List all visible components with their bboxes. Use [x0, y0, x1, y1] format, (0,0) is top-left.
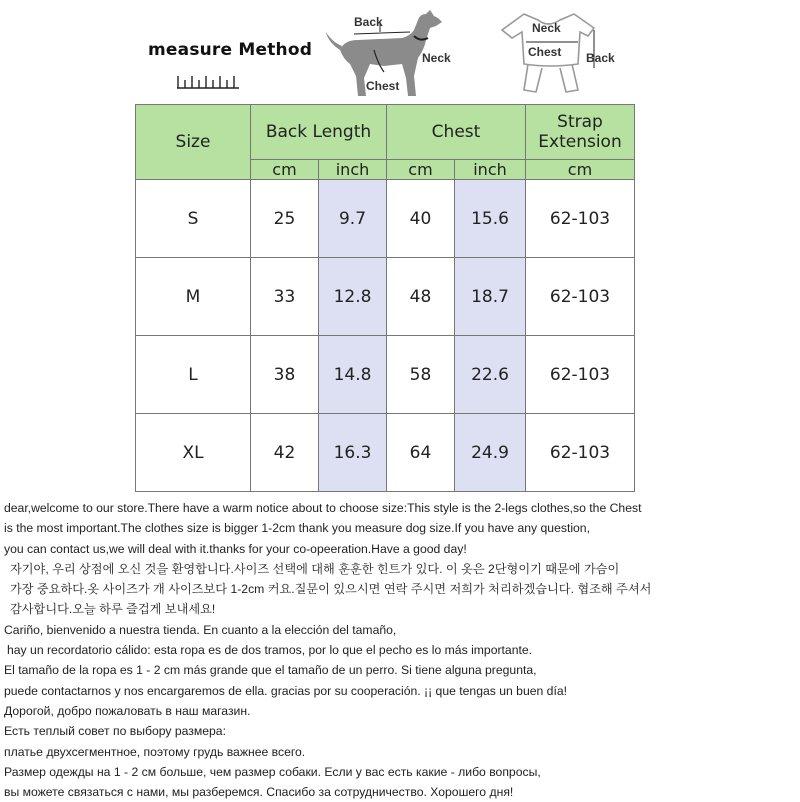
dog-back-label: Back	[354, 15, 383, 29]
chest-cm-unit: cm	[387, 160, 455, 180]
notice-line-es-1: Cariño, bienvenido a nuestra tienda. En cuanto a la elección del tamaño,	[4, 622, 397, 637]
chest-inch-cell: 22.6	[455, 336, 526, 414]
dog-silhouette-icon	[318, 6, 478, 102]
back-cm-cell: 33	[251, 258, 319, 336]
notice-line-ru-4: Размер одежды на 1 - 2 см больше, чем размер собаки. Если у вас есть какие - либо вопросы,	[4, 764, 541, 779]
size-header: Size	[136, 105, 251, 180]
strap-cell: 62-103	[526, 180, 635, 258]
shirt-neck-label: Neck	[532, 21, 561, 35]
back-cm-cell: 42	[251, 414, 319, 492]
chest-inch-cell: 18.7	[455, 258, 526, 336]
back-inch-cell: 9.7	[319, 180, 387, 258]
notice-line-en-2: is the most important.The clothes size is bigger 1-2cm thank you measure dog size.If you have any question,	[4, 521, 590, 536]
size-cell: S	[136, 180, 251, 258]
notice-line-es-4: puede contactarnos y nos encargaremos de ella. gracias por su cooperación. ¡¡ que tengas un buen día!	[4, 683, 568, 698]
strap-cell: 62-103	[526, 258, 635, 336]
table-header-row	[136, 105, 635, 160]
strap-extension-header: Strap Extension	[526, 105, 635, 160]
size-cell: L	[136, 336, 251, 414]
size-cell: XL	[136, 414, 251, 492]
strap-cm-unit: cm	[526, 160, 635, 180]
notice-line-es-2: hay un recordatorio cálido: esta ropa es de dos tramos, por lo que el pecho es lo más importante.	[7, 643, 533, 658]
table-row	[136, 180, 635, 258]
notice-line-ru-3: платье двухсегментное, поэтому грудь важнее всего.	[4, 744, 306, 759]
chest-inch-unit: inch	[455, 160, 526, 180]
back-cm-cell: 25	[251, 180, 319, 258]
table-row	[136, 336, 635, 414]
notice-line-en-3: you can contact us,we will deal with it.thanks for your co-opeeration.Have a good day!	[4, 541, 467, 556]
size-chart-table	[135, 104, 635, 492]
chest-header: Chest	[387, 105, 526, 160]
size-cell: M	[136, 258, 251, 336]
notice-line-es-3: El tamaño de la ropa es 1 - 2 cm más grande que el tamaño de un perro. Si tiene alguna pregunta,	[4, 663, 537, 678]
shirt-back-label: Back	[586, 51, 615, 65]
back-cm-cell: 38	[251, 336, 319, 414]
notice-line-ko-1: 자기야, 우리 상점에 오신 것을 환영합니다.사이즈 선택에 대해 훈훈한 힌트가 있다. 이 옷은 2단형이기 때문에 가슴이	[10, 561, 620, 576]
notice-line-en-1: dear,welcome to our store.There have a warm notice about to choose size:This style is the 2-legs clothes,so the Chest	[4, 501, 642, 515]
dog-shirt-outline-icon	[490, 6, 620, 102]
chest-cm-cell: 40	[387, 180, 455, 258]
shirt-chest-label: Chest	[528, 45, 562, 59]
chest-cm-cell: 58	[387, 336, 455, 414]
chest-cm-cell: 64	[387, 414, 455, 492]
back-inch-unit: inch	[319, 160, 387, 180]
table-row	[136, 414, 635, 492]
chest-cm-cell: 48	[387, 258, 455, 336]
notice-line-ko-2: 가장 중요하다.옷 사이즈가 개 사이즈보다 1-2cm 커요.질문이 있으시면 연락 주시면 저희가 처리하겠습니다. 협조해 주셔서	[10, 582, 652, 597]
back-inch-cell: 16.3	[319, 414, 387, 492]
notice-line-ru-2: Есть теплый совет по выбору размера:	[4, 724, 226, 739]
strap-cell: 62-103	[526, 414, 635, 492]
dog-chest-label: Chest	[366, 79, 400, 93]
back-length-header: Back Length	[251, 105, 387, 160]
ruler-icon	[176, 74, 240, 90]
notice-line-ko-3: 감사합니다.오늘 하루 즐겁게 보내세요!	[10, 602, 216, 617]
back-cm-unit: cm	[251, 160, 319, 180]
strap-cell: 62-103	[526, 336, 635, 414]
notice-line-ru-1: Дорогой, добро пожаловать в наш магазин.	[4, 703, 251, 718]
dog-neck-label: Neck	[422, 51, 451, 65]
chest-inch-cell: 15.6	[455, 180, 526, 258]
size-notice-text	[4, 498, 796, 802]
measure-method-title: measure Method	[148, 40, 313, 60]
back-inch-cell: 14.8	[319, 336, 387, 414]
notice-line-ru-5: вы можете связаться с нами, мы разберемся. Спасибо за сотрудничество. Хорошего дня!	[4, 785, 514, 800]
chest-inch-cell: 24.9	[455, 414, 526, 492]
back-inch-cell: 12.8	[319, 258, 387, 336]
table-row	[136, 258, 635, 336]
measure-method-header	[0, 0, 800, 104]
